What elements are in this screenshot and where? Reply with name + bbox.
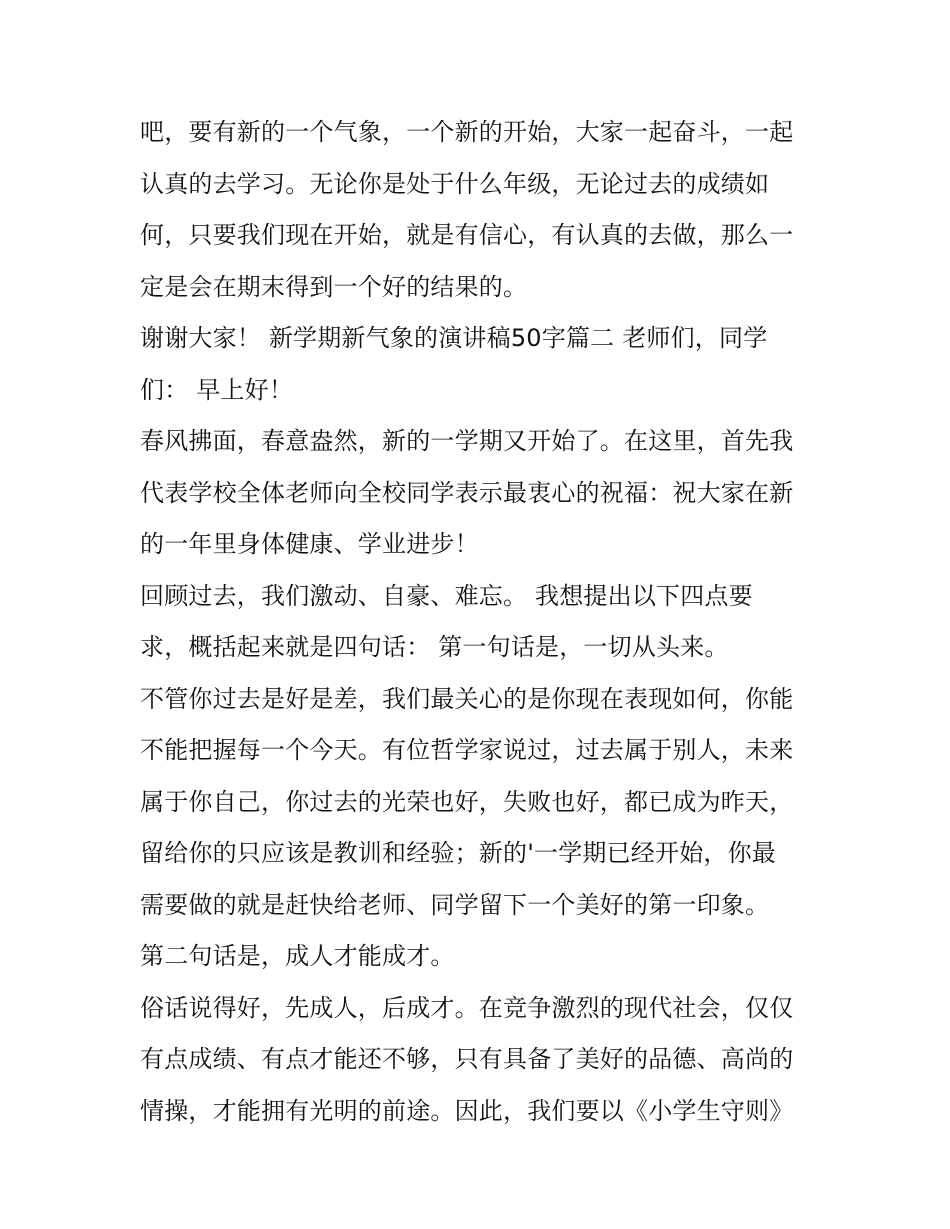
text-line: 认真的去学习。无论你是处于什么年级，无论过去的成绩如 <box>140 169 770 198</box>
document-body <box>140 107 820 1137</box>
text-line: 定是会在期末得到一个好的结果的。 <box>140 272 528 301</box>
text-line: 情操，才能拥有光明的前途。因此，我们要以《小学生守则》 <box>140 1096 794 1125</box>
text-line: 们： 早上好！ <box>140 375 294 404</box>
text-line: 有点成绩、有点才能还不够，只有具备了美好的品德、高尚的 <box>140 1045 794 1073</box>
text-line: 谢谢大家！ 新学期新气象的演讲稿50字篇二 老师们，同学 <box>140 324 768 352</box>
text-line: 第二句话是，成人才能成才。 <box>140 942 455 970</box>
text-line: 吧，要有新的一个气象，一个新的开始，大家一起奋斗，一起 <box>140 118 794 146</box>
text-line: 春风拂面，春意盎然，新的一学期又开始了。在这里，首先我 <box>140 427 794 455</box>
text-line: 留给你的只应该是教训和经验；新的'一学期已经开始，你最 <box>140 839 776 867</box>
text-line: 回顾过去，我们激动、自豪、难忘。 我想提出以下四点要 <box>140 581 753 610</box>
text-line: 不能把握每一个今天。有位哲学家说过，过去属于别人，未来 <box>140 736 794 764</box>
text-line: 代表学校全体老师向全校同学表示最衷心的祝福：祝大家在新 <box>140 478 794 507</box>
text-line: 俗话说得好，先成人，后成才。在竞争激烈的现代社会，仅仅 <box>140 993 794 1022</box>
text-line: 属于你自己，你过去的光荣也好，失败也好，都已成为昨天， <box>140 787 794 816</box>
text-line: 的一年里身体健康、学业进步！ <box>140 530 479 558</box>
text-line: 需要做的就是赶快给老师、同学留下一个美好的第一印象。 <box>140 890 770 919</box>
text-line: 求，概括起来就是四句话： 第一句话是，一切从头来。 <box>140 633 729 661</box>
text-line: 不管你过去是好是差，我们最关心的是你现在表现如何，你能 <box>140 684 794 713</box>
text-line: 何，只要我们现在开始，就是有信心，有认真的去做，那么一 <box>140 221 794 249</box>
